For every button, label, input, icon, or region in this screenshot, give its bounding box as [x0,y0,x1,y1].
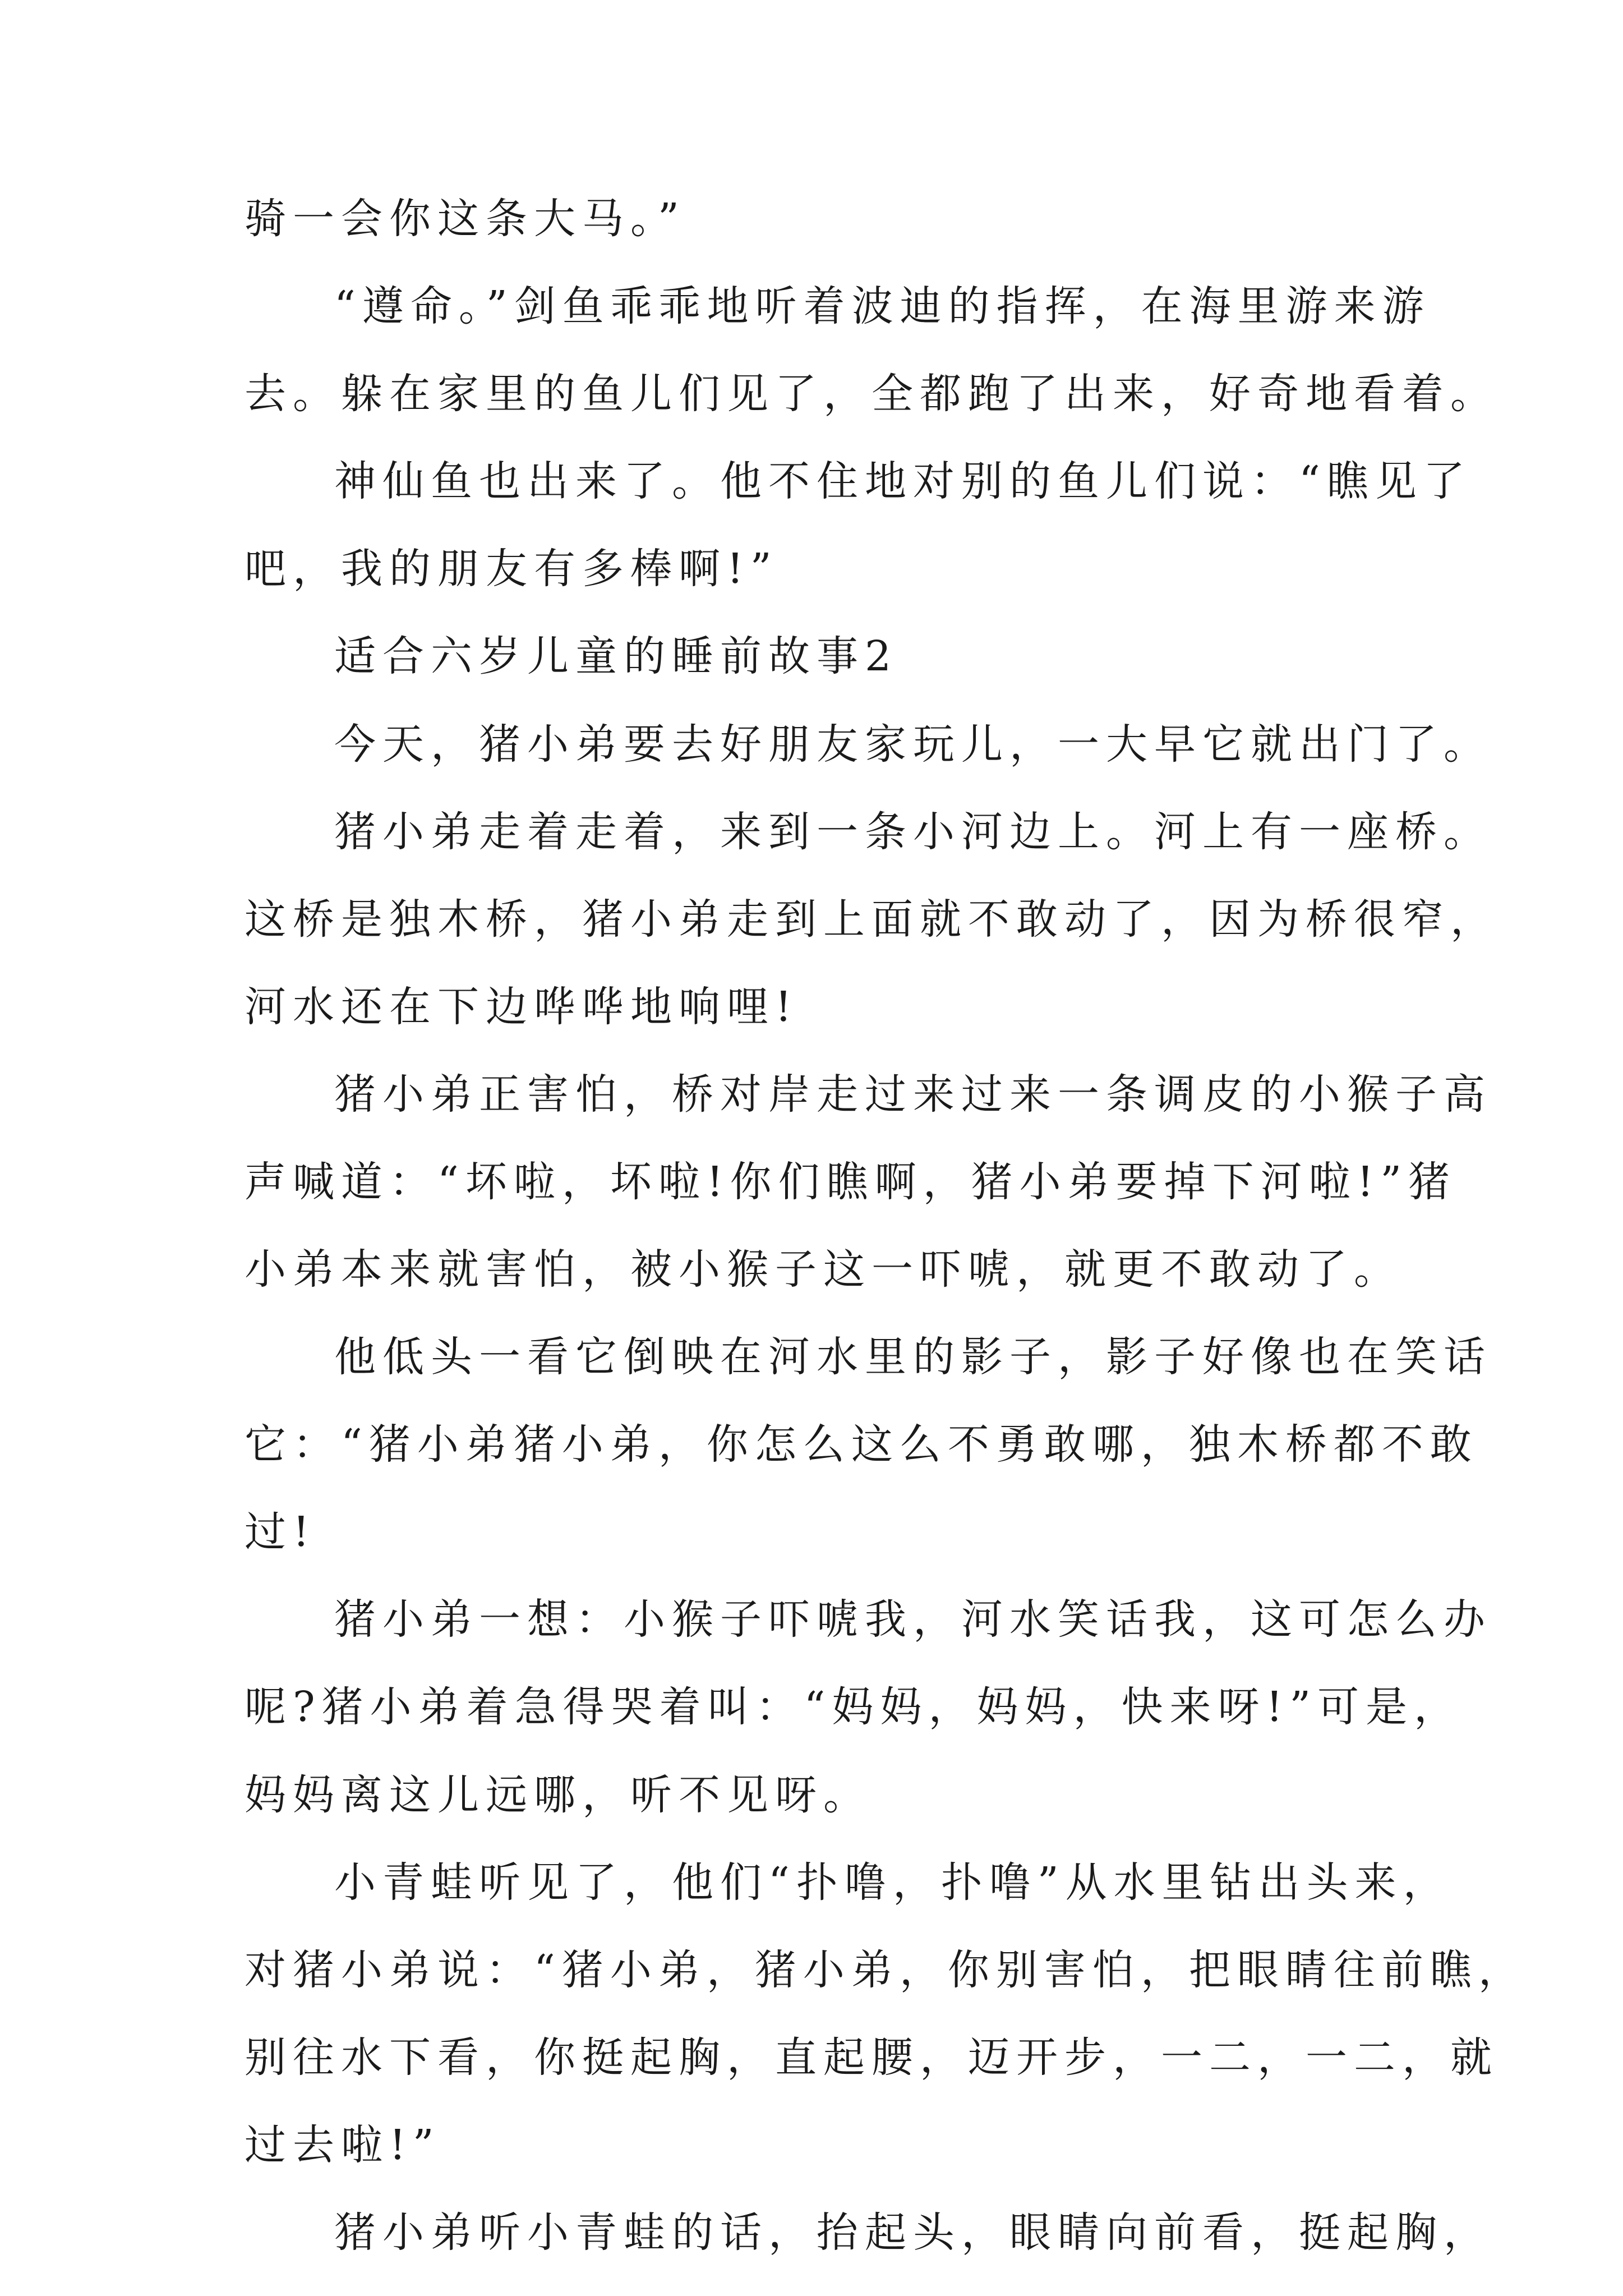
text-line: 他低头一看它倒映在河水里的影子，影子好像也在笑话 [334,1333,1492,1381]
text-line: 骑一会你这条大马。” [245,195,686,243]
text-line: 小弟本来就害怕，被小猴子这一吓唬，就更不敢动了。 [245,1245,1402,1294]
text-line: 猪小弟正害怕，桥对岸走过来过来一条调皮的小猴子高 [334,1070,1492,1119]
text-line: 猪小弟听小青蛙的话，抬起头，眼睛向前看，挺起胸， [334,2208,1492,2257]
text-line: 呢?猪小弟着急得哭着叫：“妈妈，妈妈，快来呀!”可是， [245,1683,1463,1731]
text-line: 吧，我的朋友有多棒啊!” [245,545,778,593]
text-line: 这桥是独木桥，猪小弟走到上面就不敢动了，因为桥很窄， [245,895,1498,944]
text-line: 今天，猪小弟要去好朋友家玩儿，一大早它就出门了。 [334,720,1492,769]
text-line: 去。躲在家里的鱼儿们见了，全都跑了出来，好奇地看着。 [245,370,1498,418]
text-line: 别往水下看，你挺起胸，直起腰，迈开步，一二，一二，就 [245,2033,1498,2082]
text-line: 声喊道：“坏啦，坏啦!你们瞧啊，猪小弟要掉下河啦!”猪 [245,1158,1457,1206]
text-line: 河水还在下边哗哗地响哩! [245,983,799,1031]
text-line: 过去啦!” [245,2121,441,2169]
text-line: 小青蛙听见了，他们“扑噜，扑噜”从水里钻出头来， [334,1858,1451,1907]
text-line: 对猪小弟说：“猪小弟，猪小弟，你别害怕，把眼睛往前瞧， [245,1946,1527,1994]
text-line: “遵命。”剑鱼乖乖地听着波迪的指挥，在海里游来游 [334,282,1431,330]
text-line: 神仙鱼也出来了。他不住地对别的鱼儿们说：“瞧见了 [334,457,1472,505]
text-line: 它：“猪小弟猪小弟，你怎么这么不勇敢哪，独木桥都不敢 [245,1420,1478,1469]
text-line: 猪小弟一想：小猴子吓唬我，河水笑话我，这可怎么办 [334,1595,1492,1644]
text-line: 过! [245,1508,316,1556]
text-line: 猪小弟走着走着，来到一条小河边上。河上有一座桥。 [334,808,1492,856]
section-heading: 适合六岁儿童的睡前故事2 [334,632,898,680]
text-line: 妈妈离这儿远哪，听不见呀。 [245,1771,872,1819]
